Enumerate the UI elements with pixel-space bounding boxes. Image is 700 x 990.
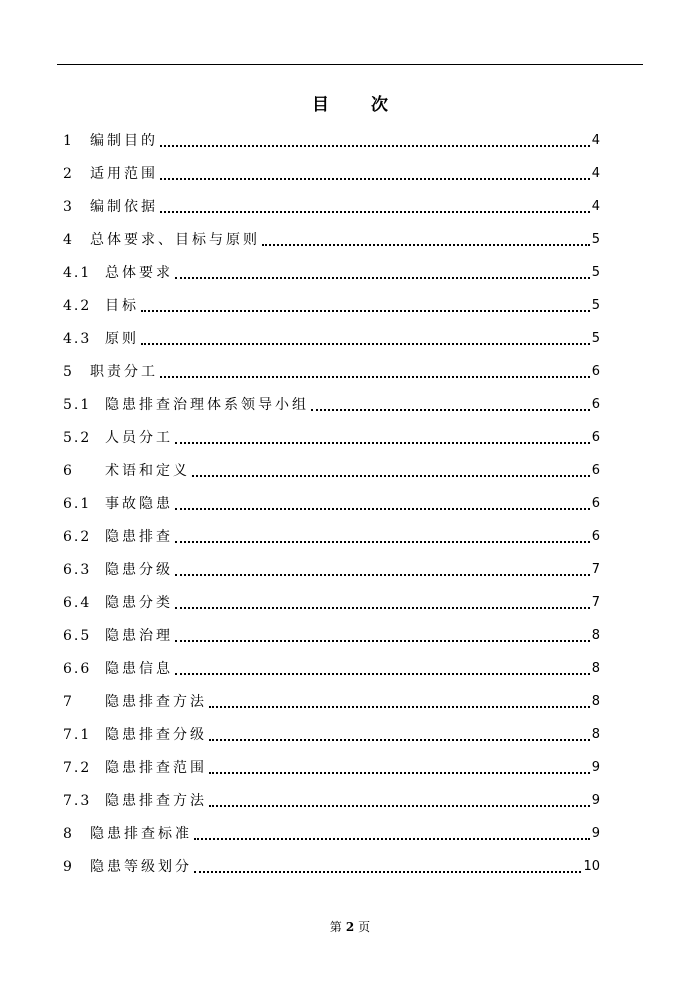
toc-entry-number: 5.1 (63, 397, 92, 413)
toc-entry[interactable] (63, 195, 600, 228)
toc-entry-title: 编制目的 (90, 133, 158, 149)
toc-entry[interactable] (63, 657, 600, 690)
toc-entry-number: 5 (63, 364, 74, 380)
toc-entry[interactable] (63, 162, 600, 195)
header-rule (57, 64, 643, 65)
toc-entry-title: 隐患治理 (105, 628, 173, 644)
toc-dot-leader (160, 145, 590, 147)
toc-entry-title: 隐患排查范围 (105, 760, 207, 776)
toc-entry[interactable] (63, 558, 600, 591)
toc-dot-leader (175, 508, 590, 510)
toc-entry-number: 4.1 (63, 265, 92, 281)
toc-entry-title: 隐患排查治理体系领导小组 (105, 397, 309, 413)
toc-dot-leader (160, 178, 590, 180)
toc-entry-page: 7 (591, 595, 600, 610)
toc-entry-number: 6.4 (63, 595, 92, 611)
toc-entry-title: 职责分工 (90, 364, 158, 380)
toc-dot-leader (175, 607, 590, 609)
toc-entry-number: 6.6 (63, 661, 92, 677)
toc-entry[interactable] (63, 492, 600, 525)
toc-entry-title: 目标 (105, 298, 139, 314)
toc-entry-title: 总体要求 (105, 265, 173, 281)
toc-entry[interactable] (63, 327, 600, 360)
toc-dot-leader (209, 706, 590, 708)
toc-dot-leader (209, 772, 590, 774)
toc-entry-page: 5 (591, 265, 600, 280)
toc-entry-page: 6 (591, 529, 600, 544)
toc-entry-number: 6 (63, 463, 74, 479)
toc-dot-leader (175, 673, 590, 675)
toc-entry-title: 隐患信息 (105, 661, 173, 677)
toc-entry-title: 隐患分类 (105, 595, 173, 611)
toc-entry-title: 术语和定义 (105, 463, 190, 479)
toc-dot-leader (175, 442, 590, 444)
toc-entry-page: 6 (591, 463, 600, 478)
toc-entry-number: 7 (63, 694, 74, 710)
toc-entry-title: 隐患排查方法 (105, 793, 207, 809)
toc-dot-leader (192, 475, 590, 477)
toc-entry-page: 5 (591, 298, 600, 313)
toc-dot-leader (311, 409, 590, 411)
toc-entry-title: 编制依据 (90, 199, 158, 215)
toc-entry-number: 4 (63, 232, 74, 248)
toc-entry-page: 9 (591, 760, 600, 775)
toc-entry-title: 原则 (105, 331, 139, 347)
toc-entry-page: 5 (591, 331, 600, 346)
page-footer (0, 918, 700, 935)
toc-dot-leader (175, 640, 590, 642)
toc-entry-page: 5 (591, 232, 600, 247)
toc-entry-page: 9 (591, 793, 600, 808)
toc-dot-leader (175, 541, 590, 543)
toc-entry-page: 4 (591, 199, 600, 214)
toc-dot-leader (141, 343, 590, 345)
toc-entry[interactable] (63, 855, 600, 888)
toc-entry-title: 隐患等级划分 (90, 859, 192, 875)
toc-entry-number: 4.3 (63, 331, 92, 347)
toc-dot-leader (141, 310, 590, 312)
toc-entry-number: 1 (63, 133, 74, 149)
toc-entry-page: 4 (591, 133, 600, 148)
toc-entry[interactable] (63, 129, 600, 162)
toc-entry-number: 7.3 (63, 793, 92, 809)
toc-entry[interactable] (63, 261, 600, 294)
toc-entry[interactable] (63, 228, 600, 261)
toc-dot-leader (160, 376, 590, 378)
toc-entry-page: 6 (591, 430, 600, 445)
footer-prefix: 第 (329, 920, 342, 934)
toc-entry[interactable] (63, 756, 600, 789)
toc-entry-title: 总体要求、目标与原则 (90, 232, 260, 248)
toc-entry-number: 4.2 (63, 298, 92, 314)
toc-entry-title: 隐患排查 (105, 529, 173, 545)
toc-entry[interactable] (63, 294, 600, 327)
toc-entry-number: 6.5 (63, 628, 92, 644)
toc-entry[interactable] (63, 822, 600, 855)
toc-entry-title: 隐患排查方法 (105, 694, 207, 710)
toc-entry-number: 8 (63, 826, 74, 842)
toc-entry-title: 隐患排查分级 (105, 727, 207, 743)
toc-entry-page: 6 (591, 496, 600, 511)
footer-suffix: 页 (358, 920, 371, 934)
toc-entry-page: 6 (591, 364, 600, 379)
toc-entry[interactable] (63, 426, 600, 459)
toc-entry-number: 7.1 (63, 727, 92, 743)
toc-entry-page: 8 (591, 694, 600, 709)
toc-entry-page: 8 (591, 628, 600, 643)
toc-dot-leader (175, 574, 590, 576)
toc-entry[interactable] (63, 723, 600, 756)
toc-title: 目 次 (312, 95, 406, 115)
toc-entry[interactable] (63, 624, 600, 657)
toc-entry-page: 6 (591, 397, 600, 412)
toc-entry-number: 5.2 (63, 430, 92, 446)
toc-dot-leader (262, 244, 590, 246)
toc-entry-page: 8 (591, 727, 600, 742)
toc-entry-number: 6.1 (63, 496, 92, 512)
toc-entry-title: 隐患分级 (105, 562, 173, 578)
toc-entry-number: 3 (63, 199, 74, 215)
toc-dot-leader (209, 805, 590, 807)
toc-dot-leader (194, 871, 581, 873)
toc-entry[interactable] (63, 393, 600, 426)
toc-entry-page: 4 (591, 166, 600, 181)
toc-entry-title: 适用范围 (90, 166, 158, 182)
toc-entry-page: 9 (591, 826, 600, 841)
toc-entry[interactable] (63, 525, 600, 558)
toc-entry-page: 10 (583, 859, 600, 874)
toc-entry[interactable] (63, 591, 600, 624)
toc-entry-page: 8 (591, 661, 600, 676)
toc-dot-leader (175, 277, 590, 279)
toc-dot-leader (160, 211, 590, 213)
toc-entry-title: 事故隐患 (105, 496, 173, 512)
toc-entry-number: 2 (63, 166, 74, 182)
toc-entry-title: 人员分工 (105, 430, 173, 446)
toc-list (63, 129, 600, 888)
toc-entry[interactable] (63, 690, 600, 723)
toc-entry-number: 6.2 (63, 529, 92, 545)
toc-entry-number: 9 (63, 859, 74, 875)
toc-entry-title: 隐患排查标准 (90, 826, 192, 842)
toc-entry[interactable] (63, 459, 600, 492)
toc-dot-leader (194, 838, 590, 840)
toc-entry-page: 7 (591, 562, 600, 577)
toc-entry[interactable] (63, 789, 600, 822)
footer-page-number: 2 (345, 920, 355, 934)
toc-entry-number: 7.2 (63, 760, 92, 776)
toc-dot-leader (209, 739, 590, 741)
toc-entry-number: 6.3 (63, 562, 92, 578)
toc-entry[interactable] (63, 360, 600, 393)
